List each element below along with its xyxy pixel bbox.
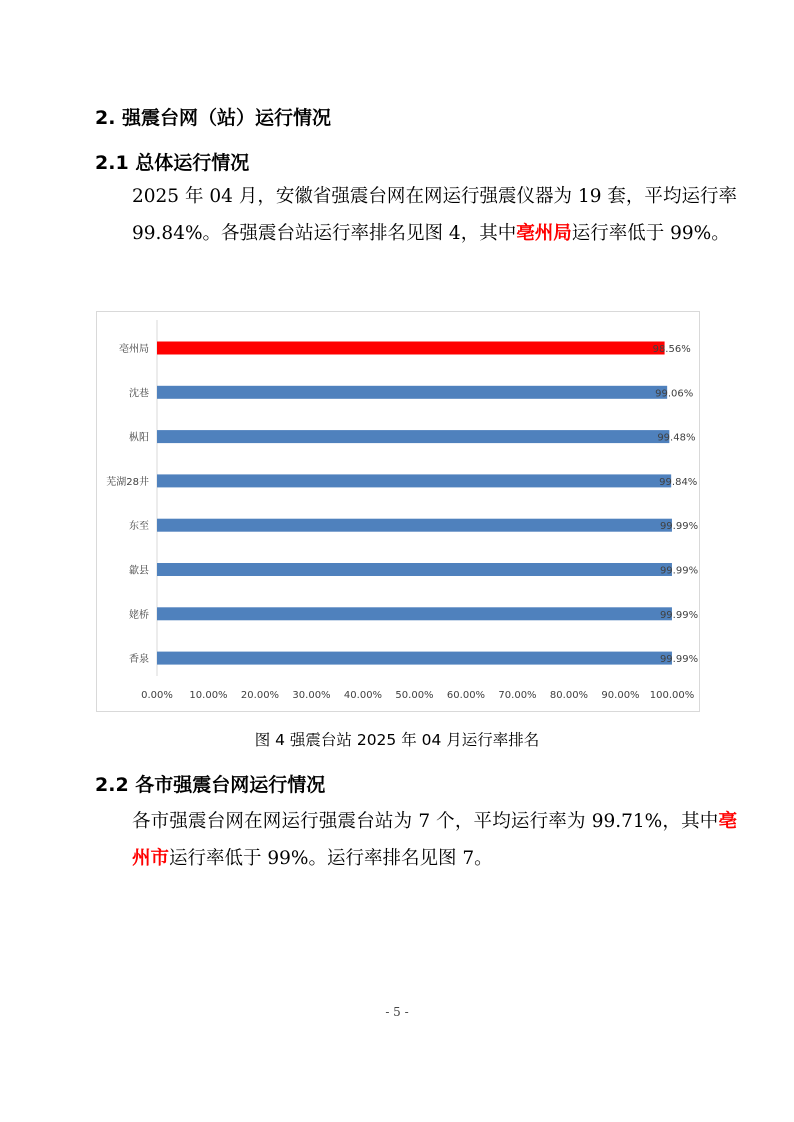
page-number: - 5 -: [385, 1005, 409, 1019]
bar-4: [157, 519, 672, 532]
bar-0: [157, 342, 665, 355]
x-tick-label-1: 10.00%: [189, 690, 228, 701]
category-label-4: 东至: [129, 521, 149, 533]
paragraph-overall: [95, 178, 737, 252]
section-heading: 2. 强震台网（站）运行情况: [95, 107, 332, 129]
x-tick-label-8: 80.00%: [549, 690, 589, 701]
chart-frame: [96, 311, 700, 712]
paragraph-overall-text-a: 2025 年 04 月，安徽省强震台网在网运行强震仪器为 19 套，平均运行率 99.84%。各强震台站运行率排名见图 4，其中: [132, 186, 737, 244]
bar-5: [157, 563, 672, 576]
data-label-6: 99.99%: [659, 609, 699, 621]
paragraph-overall-text-b: 运行率低于 99%。: [571, 223, 730, 244]
data-label-7: 99.99%: [659, 654, 699, 666]
category-label-2: 枞阳: [129, 432, 149, 444]
data-label-1: 99.06%: [655, 388, 694, 400]
x-tick-label-4: 40.00%: [343, 690, 383, 701]
x-tick-label-5: 50.00%: [395, 690, 434, 701]
x-tick-label-0: 0.00%: [141, 690, 173, 701]
category-label-1: 沈巷: [129, 388, 149, 400]
data-label-3: 99.84%: [659, 476, 698, 488]
data-label-4: 99.99%: [659, 521, 699, 533]
bar-2: [157, 430, 669, 443]
x-tick-label-6: 60.00%: [446, 690, 486, 701]
category-label-6: 姥桥: [129, 609, 149, 621]
figure-caption: 图 4 强震台站 2025 年 04 月运行率排名: [254, 731, 540, 749]
x-tick-label-10: 100.00%: [649, 690, 695, 701]
paragraph-cities: [95, 803, 737, 877]
x-tick-label-9: 90.00%: [601, 690, 640, 701]
category-label-0: 亳州局: [119, 344, 149, 355]
paragraph-cities-text-b: 运行率低于 99%。运行率排名见图 7。: [169, 848, 493, 869]
highlight-bozhou-city: 亳州市: [132, 811, 737, 869]
subsection-heading-overall: 2.1 总体运行情况: [95, 152, 250, 174]
category-label-3: 芜湖28井: [106, 476, 149, 488]
x-tick-label-7: 70.00%: [498, 690, 537, 701]
category-label-7: 香泉: [129, 654, 149, 666]
bar-3: [157, 474, 671, 487]
x-tick-label-3: 30.00%: [292, 690, 331, 701]
highlight-bozhou-bureau: 亳州局: [516, 223, 572, 244]
x-tick-label-2: 20.00%: [240, 690, 280, 701]
data-label-5: 99.99%: [659, 565, 699, 577]
bar-1: [157, 386, 667, 399]
bar-7: [157, 652, 672, 665]
data-label-0: 98.56%: [652, 344, 691, 355]
paragraph-cities-text-a: 各市强震台网在网运行强震台站为 7 个，平均运行率为 99.71%，其中: [132, 811, 719, 832]
bar-6: [157, 607, 672, 620]
subsection-heading-cities: 2.2 各市强震台网运行情况: [95, 774, 326, 796]
category-label-5: 歙县: [129, 565, 149, 577]
data-label-2: 99.48%: [657, 432, 696, 444]
ranking-bar-chart: [97, 312, 699, 711]
